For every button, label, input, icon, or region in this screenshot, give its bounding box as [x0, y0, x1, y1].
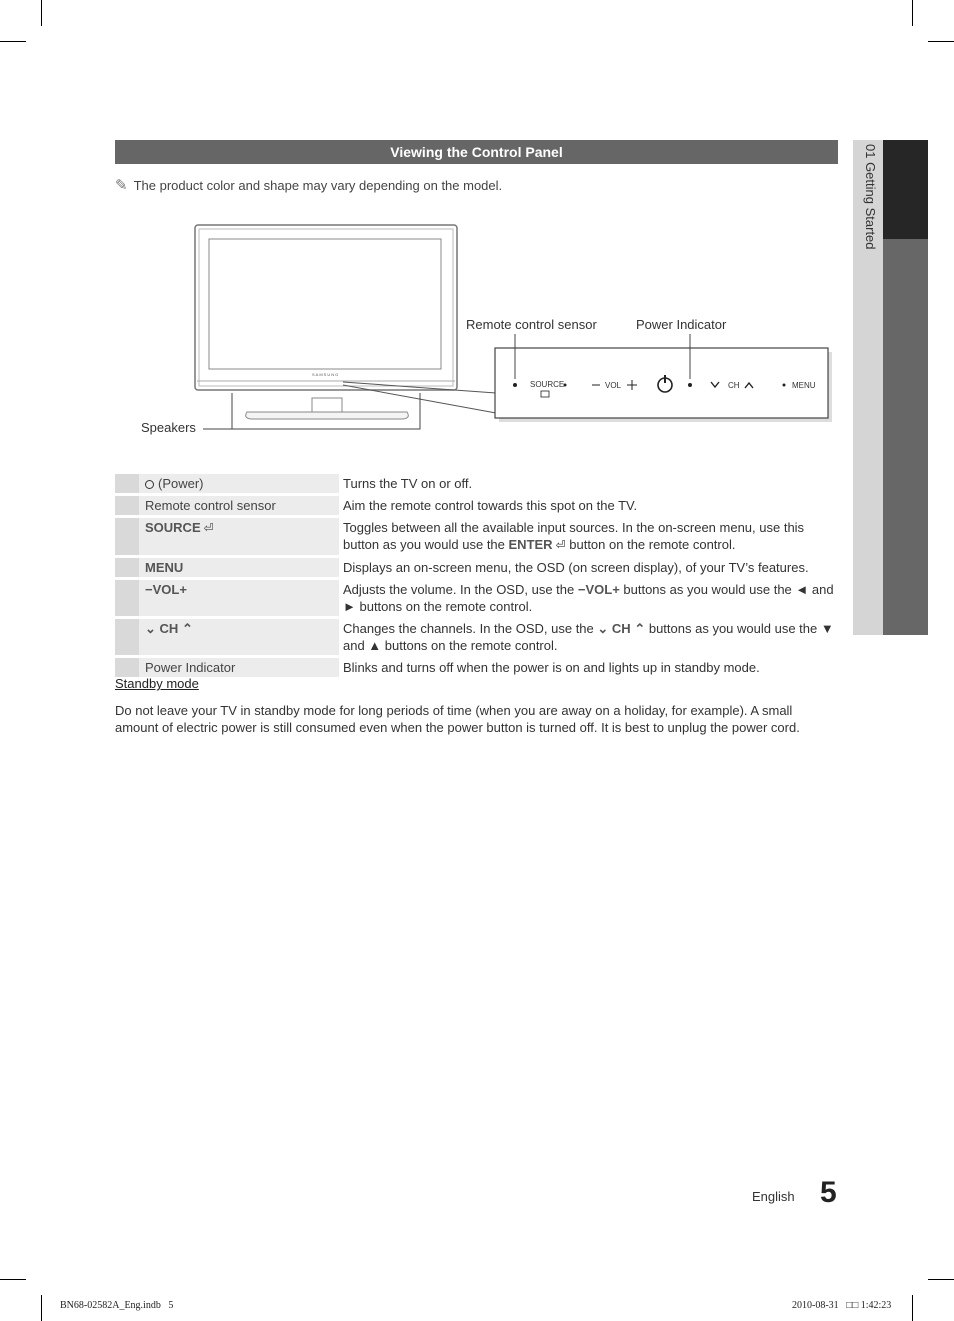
minus-icon: − [577, 582, 586, 597]
chevron-up-icon: ⌃ [634, 621, 646, 636]
row-name: Remote control sensor [139, 496, 339, 515]
row-desc: buttons as you would use the ▼ and ▲ buttons on the remote control. [343, 621, 834, 653]
panel-source-label: SOURCE [530, 380, 565, 389]
note [115, 176, 502, 194]
enter-icon: ⏎ [555, 538, 566, 552]
enter-icon: ⏎ [203, 521, 214, 535]
row-desc: buttons as you would use the ◄ and ► buttons on the remote control. [343, 582, 834, 614]
row-desc: Displays an on-screen menu, the OSD (on screen display), of your TV’s features. [343, 560, 809, 575]
crop-mark [41, 1295, 42, 1321]
table-row [115, 658, 838, 677]
plus-icon: + [612, 582, 620, 597]
table-row [115, 474, 838, 493]
table-row [115, 619, 838, 655]
chevron-down-icon: ⌄ [145, 621, 156, 636]
table-row [115, 518, 838, 555]
chevron-up-icon: ⌃ [181, 621, 193, 636]
section-title: Viewing the Control Panel [115, 140, 838, 164]
row-name: VOL [152, 582, 180, 597]
row-desc: button on the remote control. [565, 537, 736, 552]
table-row [115, 558, 838, 577]
minus-icon: − [145, 582, 153, 597]
row-name: (Power) [158, 476, 204, 491]
print-file: BN68-02582A_Eng.indb 5 [60, 1300, 174, 1311]
tv-screen [209, 239, 441, 369]
crop-mark [912, 0, 913, 26]
crop-mark [928, 1279, 954, 1280]
row-name: CH [159, 621, 179, 636]
row-desc: Turns the TV on or off. [343, 476, 473, 491]
panel-ch-label: CH [728, 381, 740, 390]
row-desc-bold: ENTER [508, 537, 553, 552]
crop-mark [912, 1295, 913, 1321]
chevron-down-icon: ⌄ [597, 621, 609, 636]
row-desc: Changes the channels. In the OSD, use the [343, 621, 598, 636]
chapter-tab-marker [883, 140, 928, 239]
crop-mark [0, 41, 26, 42]
brand-logo: SAMSUNG [312, 372, 340, 377]
row-name: MENU [145, 560, 184, 575]
standby-text: Do not leave your TV in standby mode for long periods of time (when you are away on a holiday, for example). A small amount of electric power is still consumed even when the power button is turned off. It is best to unplug the power cord. [115, 703, 800, 735]
row-desc: Aim the remote control towards this spot on the TV. [343, 498, 638, 513]
plus-icon: + [179, 582, 187, 597]
crop-mark [41, 0, 42, 26]
standby-heading: Standby mode [115, 676, 199, 691]
callout-speakers: Speakers [141, 420, 196, 435]
row-desc-bold: VOL [585, 582, 613, 597]
table-row [115, 580, 838, 616]
row-desc: Adjusts the volume. In the OSD, use the [343, 582, 578, 597]
table-row [115, 496, 838, 515]
panel-menu-label: MENU [792, 381, 816, 390]
row-name: Power Indicator [139, 658, 339, 677]
sensor-dot [513, 383, 517, 387]
crop-mark [0, 1279, 26, 1280]
print-timestamp: 2010-08-31 □□ 1:42:23 [792, 1300, 892, 1311]
row-desc: Blinks and turns off when the power is on and lights up in standby mode. [343, 660, 760, 675]
indicator-dot [688, 383, 692, 387]
chapter-label: 01 Getting Started [863, 144, 878, 250]
page-number: 5 [820, 1176, 837, 1209]
callout-remote-sensor: Remote control sensor [466, 317, 597, 332]
crop-mark [928, 41, 954, 42]
note-text: The product color and shape may vary depending on the model. [133, 178, 503, 193]
row-desc-bold: CH [611, 621, 631, 636]
panel-vol-label: VOL [605, 381, 622, 390]
control-table [115, 471, 838, 680]
row-name: SOURCE [145, 520, 201, 535]
footer-language: English [752, 1189, 795, 1204]
callout-power-indicator: Power Indicator [636, 317, 727, 332]
power-icon [145, 480, 154, 489]
pencil-icon: ✎ [115, 177, 128, 194]
row-desc: Toggles between all the available input sources. In the on-screen menu, use this button as you would use the [343, 520, 805, 552]
